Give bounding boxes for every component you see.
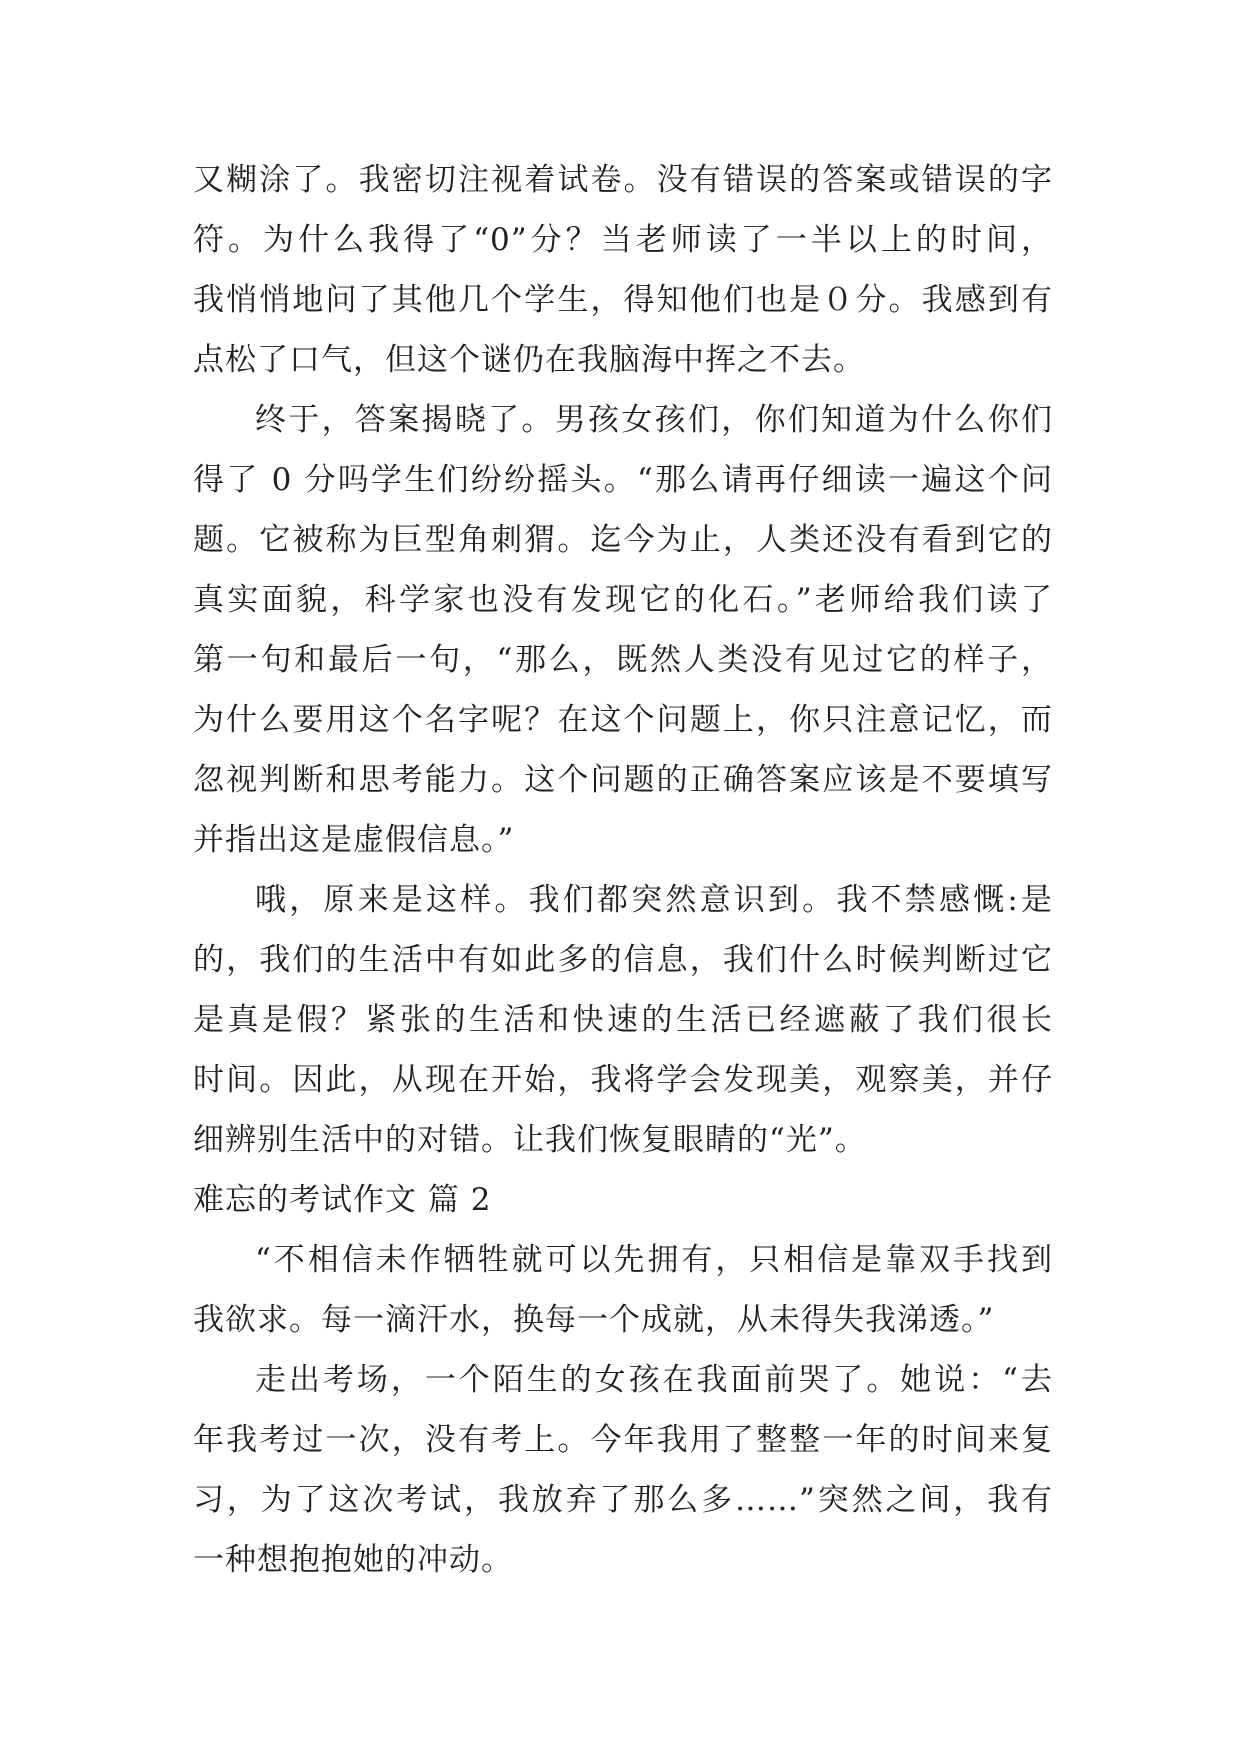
text-line: 终于，答案揭晓了。男孩女孩们，你们知道为什么你们 — [255, 402, 1053, 438]
paragraph — [193, 1350, 1053, 1590]
text-line: 走出考场，一个陌生的女孩在我面前哭了。她说：“去 — [255, 1362, 1053, 1398]
document-body — [193, 150, 1053, 1590]
text-line: 我欲求。每一滴汗水，换每一个成就，从未得失我涕透。” — [193, 1302, 995, 1338]
text-line: 题。它被称为巨型角刺猬。迄今为止，人类还没有看到它的 — [193, 522, 1053, 558]
paragraph — [193, 150, 1053, 390]
text-line: 又糊涂了。我密切注视着试卷。没有错误的答案或错误的字 — [193, 162, 1053, 198]
text-line: 的，我们的生活中有如此多的信息，我们什么时候判断过它 — [193, 942, 1053, 978]
paragraph — [193, 390, 1053, 870]
text-line: 时间。因此，从现在开始，我将学会发现美，观察美，并仔 — [193, 1062, 1053, 1098]
text-line: 得了 0 分吗学生们纷纷摇头。“那么请再仔细读一遍这个问 — [193, 462, 1053, 498]
text-line: 一种想抱抱她的冲动。 — [193, 1542, 513, 1578]
text-line: 忽视判断和思考能力。这个问题的正确答案应该是不要填写 — [193, 762, 1053, 798]
text-line: 是真是假？紧张的生活和快速的生活已经遮蔽了我们很长 — [193, 1002, 1053, 1038]
text-line: 为什么要用这个名字呢？在这个问题上，你只注意记忆，而 — [193, 702, 1053, 738]
text-line: “不相信未作牺牲就可以先拥有，只相信是靠双手找到 — [255, 1242, 1053, 1278]
text-line: 符。为什么我得了“0”分？当老师读了一半以上的时间， — [193, 222, 1053, 258]
text-line: 哦，原来是这样。我们都突然意识到。我不禁感慨:是 — [255, 882, 1053, 918]
text-line: 我悄悄地问了其他几个学生，得知他们也是０分。我感到有 — [193, 282, 1053, 318]
text-line: 点松了口气，但这个谜仍在我脑海中挥之不去。 — [193, 342, 865, 378]
paragraph — [193, 870, 1053, 1170]
text-line: 并指出这是虚假信息。” — [193, 822, 515, 858]
text-line: 真实面貌，科学家也没有发现它的化石。”老师给我们读了 — [193, 582, 1053, 618]
text-line: 细辨别生活中的对错。让我们恢复眼睛的“光”。 — [193, 1122, 867, 1158]
paragraph — [193, 1230, 1053, 1350]
text-line: 年我考过一次，没有考上。今年我用了整整一年的时间来复 — [193, 1422, 1053, 1458]
section-heading: 难忘的考试作文 篇 2 — [193, 1182, 492, 1218]
text-line: 习，为了这次考试，我放弃了那么多……”突然之间，我有 — [193, 1482, 1053, 1518]
text-line: 第一句和最后一句，“那么，既然人类没有见过它的样子， — [193, 642, 1053, 678]
